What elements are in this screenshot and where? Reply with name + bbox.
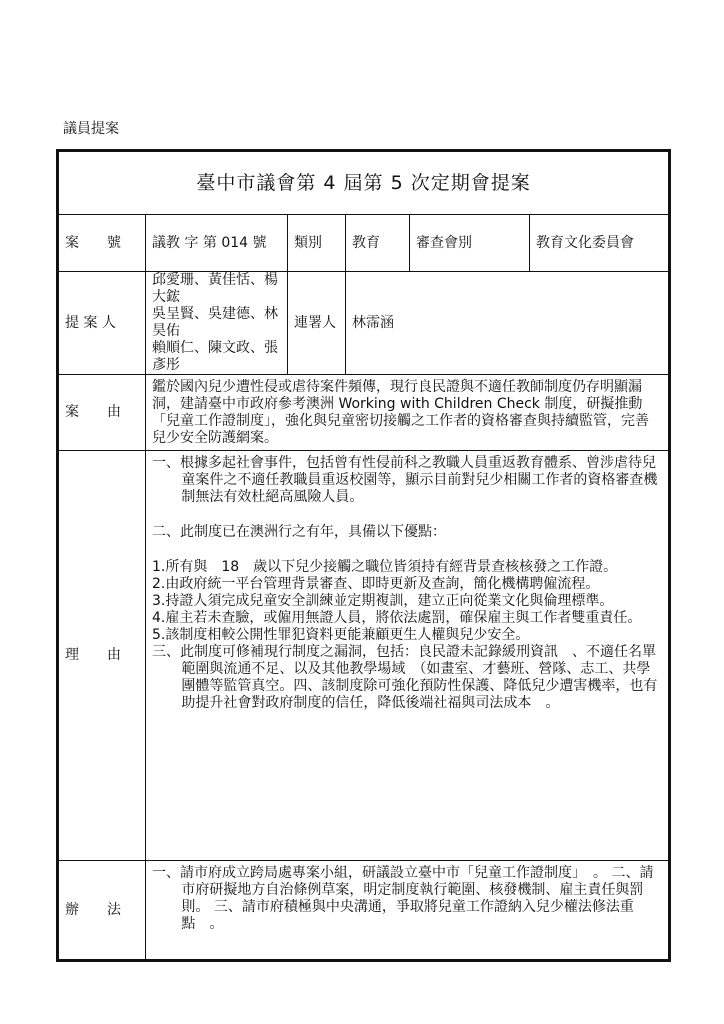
- subject-label: 案 由: [58, 375, 146, 451]
- committee-label: 審查會別: [410, 215, 530, 272]
- reason-paragraph-2: 二、此制度已在澳洲行之有年，具備以下優點：: [152, 524, 446, 540]
- reason-paragraph-1: 一、根據多起社會事件，包括曾有性侵前科之教職人員重返教育體系、曾涉虐待兒童案件之不適任教職員重返校園等，顯示目前對兒少相關工作者的資格審查機制無法有效杜絕高風險人員。: [152, 455, 658, 505]
- reason-item: 3.持證人須完成兒童安全訓練並定期複訓，建立正向從業文化與倫理標準。: [152, 593, 614, 609]
- reason-item: 5.該制度相較公開性罪犯資料更能兼顧更生人權與兒少安全。: [152, 627, 530, 643]
- proposal-title: 臺中市議會第 4 屆第 5 次定期會提案: [58, 151, 670, 215]
- proposer-line: 邱愛珊、黃佳恬、楊大鋐: [152, 272, 278, 305]
- reason-paragraph-3: 三、此制度可修補現行制度之漏洞，包括：良民證未記錄緩刑資訊 、不適任名單範圍與流通不足、以及其他教學場域 （如畫室、才藝班、營隊、志工、共學團體等監管真空。四、該制度除可強化預防性保護、降低兒少遭害機率，也有助提升社會對政府制度的信任，降低後端社福與司法成本 。: [152, 644, 658, 711]
- proposer-label: 提 案 人: [58, 272, 146, 375]
- proposer-line: 賴順仁、陳文政、張彥彤: [152, 340, 278, 373]
- case-number-label: 案 號: [58, 215, 146, 272]
- cosigner-label: 連署人: [288, 272, 346, 375]
- category-value: 教育: [346, 215, 410, 272]
- reason-item: 1.所有與 18 歲以下兒少接觸之職位皆須持有經背景查核核發之工作證。: [152, 559, 618, 575]
- method-label: 辦 法: [58, 861, 146, 961]
- reason-text: [146, 451, 670, 861]
- proposer-line: 吳呈賢、吳建德、林昊佑: [152, 306, 278, 339]
- case-number-value: 議教 字 第 014 號: [146, 215, 288, 272]
- header-label: 議員提案: [63, 121, 119, 137]
- cosigner-value: 林霈涵: [346, 272, 670, 375]
- subject-text: 鑑於國內兒少遭性侵或虐待案件頻傳，現行良民證與不適任教師制度仍存明顯漏洞，建請臺中市政府參考澳洲 Working with Children Check 制度，研擬推動「兒童工作證制度」，強化與兒童密切接觸之工作者的資格審查與持續監管，完善兒少安全防護網案。: [146, 375, 670, 451]
- method-text: [146, 861, 670, 961]
- proposal-table: [56, 149, 671, 962]
- proposer-list: [146, 272, 288, 375]
- method-paragraph: 一、請市府成立跨局處專案小組，研議設立臺中市「兒童工作證制度」 。 二、請市府研擬地方自治條例草案，明定制度執行範圍、核發機制、雇主責任與罰則。 三、請市府積極與中央溝通，爭取將兒童工作證納入兒少權法修法重點 。: [152, 865, 654, 932]
- committee-value: 教育文化委員會: [530, 215, 670, 272]
- reason-item: 4.雇主若未查驗，或僱用無證人員，將依法處罰，確保雇主與工作者雙重責任。: [152, 610, 642, 626]
- reason-label: 理 由: [58, 451, 146, 861]
- category-label: 類別: [288, 215, 346, 272]
- reason-item: 2.由政府統一平台管理背景審查、即時更新及查詢，簡化機構聘僱流程。: [152, 576, 600, 592]
